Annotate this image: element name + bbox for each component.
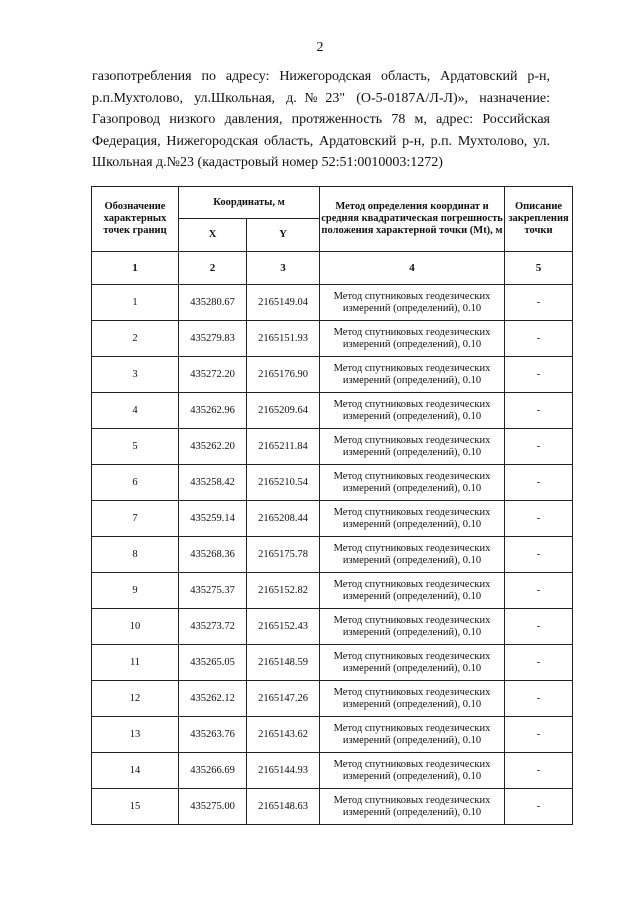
point-number-cell: 14: [92, 753, 179, 789]
method-cell: Метод спутниковых геодезических измерений (определений), 0.10: [320, 789, 505, 825]
description-cell: -: [505, 321, 573, 357]
method-cell: Метод спутниковых геодезических измерений (определений), 0.10: [320, 429, 505, 465]
description-cell: -: [505, 609, 573, 645]
y-coordinate-cell: 2165152.43: [247, 609, 320, 645]
y-coordinate-cell: 2165176.90: [247, 357, 320, 393]
method-cell: Метод спутниковых геодезических измерений (определений), 0.10: [320, 285, 505, 321]
method-cell: Метод спутниковых геодезических измерений (определений), 0.10: [320, 753, 505, 789]
x-coordinate-cell: 435262.12: [179, 681, 247, 717]
table-row: [92, 789, 573, 825]
x-coordinate-cell: 435275.37: [179, 573, 247, 609]
point-number-cell: 15: [92, 789, 179, 825]
column-number: 4: [320, 252, 505, 285]
description-cell: -: [505, 501, 573, 537]
header-y: Y: [247, 219, 320, 252]
y-coordinate-cell: 2165175.78: [247, 537, 320, 573]
point-number-cell: 5: [92, 429, 179, 465]
table-row: [92, 681, 573, 717]
table-row: [92, 501, 573, 537]
column-number: 1: [92, 252, 179, 285]
description-cell: -: [505, 429, 573, 465]
x-coordinate-cell: 435258.42: [179, 465, 247, 501]
point-number-cell: 10: [92, 609, 179, 645]
method-cell: Метод спутниковых геодезических измерений (определений), 0.10: [320, 645, 505, 681]
coordinates-table: [91, 186, 573, 825]
description-cell: -: [505, 573, 573, 609]
description-cell: -: [505, 357, 573, 393]
x-coordinate-cell: 435279.83: [179, 321, 247, 357]
table-row: [92, 429, 573, 465]
column-number: 2: [179, 252, 247, 285]
point-number-cell: 6: [92, 465, 179, 501]
point-number-cell: 11: [92, 645, 179, 681]
description-cell: -: [505, 789, 573, 825]
intro-paragraph: газопотребления по адресу: Нижегородская область, Ардатовский р-н, р.п.Мухтолово, ул.Школьная, д.№23" (О-5-0187А/Л-Л)», назначение: Газопровод низкого давления, протяженность 78 м, адрес: Российская Федерация, Нижегородская область, Ардатовский р-н, р.п. Мухтолово, ул. Школьная д.№23 (кадастровый номер 52:51:0010003:1272): [92, 69, 550, 170]
x-coordinate-cell: 435280.67: [179, 285, 247, 321]
x-coordinate-cell: 435275.00: [179, 789, 247, 825]
point-number-cell: 7: [92, 501, 179, 537]
method-cell: Метод спутниковых геодезических измерений (определений), 0.10: [320, 609, 505, 645]
point-number-cell: 13: [92, 717, 179, 753]
header-x: X: [179, 219, 247, 252]
x-coordinate-cell: 435259.14: [179, 501, 247, 537]
method-cell: Метод спутниковых геодезических измерений (определений), 0.10: [320, 357, 505, 393]
point-number-cell: 4: [92, 393, 179, 429]
table-row: [92, 573, 573, 609]
description-cell: -: [505, 645, 573, 681]
x-coordinate-cell: 435265.05: [179, 645, 247, 681]
y-coordinate-cell: 2165152.82: [247, 573, 320, 609]
table-row: [92, 357, 573, 393]
description-cell: -: [505, 753, 573, 789]
description-cell: -: [505, 393, 573, 429]
table-row: [92, 321, 573, 357]
method-cell: Метод спутниковых геодезических измерений (определений), 0.10: [320, 537, 505, 573]
method-cell: Метод спутниковых геодезических измерений (определений), 0.10: [320, 573, 505, 609]
x-coordinate-cell: 435272.20: [179, 357, 247, 393]
method-cell: Метод спутниковых геодезических измерений (определений), 0.10: [320, 465, 505, 501]
point-number-cell: 12: [92, 681, 179, 717]
table-row: [92, 717, 573, 753]
x-coordinate-cell: 435268.36: [179, 537, 247, 573]
y-coordinate-cell: 2165209.64: [247, 393, 320, 429]
table-row: [92, 753, 573, 789]
point-number-cell: 8: [92, 537, 179, 573]
description-cell: -: [505, 717, 573, 753]
table-row: [92, 609, 573, 645]
header-description: Описание закрепления точки: [505, 187, 573, 252]
y-coordinate-cell: 2165148.59: [247, 645, 320, 681]
x-coordinate-cell: 435262.96: [179, 393, 247, 429]
description-cell: -: [505, 681, 573, 717]
table-row: [92, 393, 573, 429]
point-number-cell: 2: [92, 321, 179, 357]
method-cell: Метод спутниковых геодезических измерений (определений), 0.10: [320, 681, 505, 717]
method-cell: Метод спутниковых геодезических измерений (определений), 0.10: [320, 321, 505, 357]
y-coordinate-cell: 2165149.04: [247, 285, 320, 321]
header-coordinates: Координаты, м: [179, 187, 320, 219]
method-cell: Метод спутниковых геодезических измерений (определений), 0.10: [320, 501, 505, 537]
table-body: [92, 285, 573, 825]
x-coordinate-cell: 435263.76: [179, 717, 247, 753]
table-row: [92, 537, 573, 573]
point-number-cell: 3: [92, 357, 179, 393]
x-coordinate-cell: 435266.69: [179, 753, 247, 789]
description-cell: -: [505, 537, 573, 573]
y-coordinate-cell: 2165148.63: [247, 789, 320, 825]
table-row: [92, 285, 573, 321]
method-cell: Метод спутниковых геодезических измерений (определений), 0.10: [320, 717, 505, 753]
point-number-cell: 9: [92, 573, 179, 609]
description-cell: -: [505, 465, 573, 501]
y-coordinate-cell: 2165211.84: [247, 429, 320, 465]
x-coordinate-cell: 435273.72: [179, 609, 247, 645]
point-number-cell: 1: [92, 285, 179, 321]
x-coordinate-cell: 435262.20: [179, 429, 247, 465]
column-number: 5: [505, 252, 573, 285]
y-coordinate-cell: 2165208.44: [247, 501, 320, 537]
header-point: Обозначение характерных точек границ: [92, 187, 179, 252]
y-coordinate-cell: 2165147.26: [247, 681, 320, 717]
column-number: 3: [247, 252, 320, 285]
y-coordinate-cell: 2165143.62: [247, 717, 320, 753]
y-coordinate-cell: 2165144.93: [247, 753, 320, 789]
table-row: [92, 645, 573, 681]
y-coordinate-cell: 2165151.93: [247, 321, 320, 357]
description-cell: -: [505, 285, 573, 321]
header-method: Метод определения координат и средняя квадратическая погрешность положения характерной точки (Mt), м: [320, 187, 505, 252]
table-row: [92, 465, 573, 501]
method-cell: Метод спутниковых геодезических измерений (определений), 0.10: [320, 393, 505, 429]
y-coordinate-cell: 2165210.54: [247, 465, 320, 501]
page-number: 2: [316, 40, 324, 55]
column-number-row: [92, 252, 573, 285]
